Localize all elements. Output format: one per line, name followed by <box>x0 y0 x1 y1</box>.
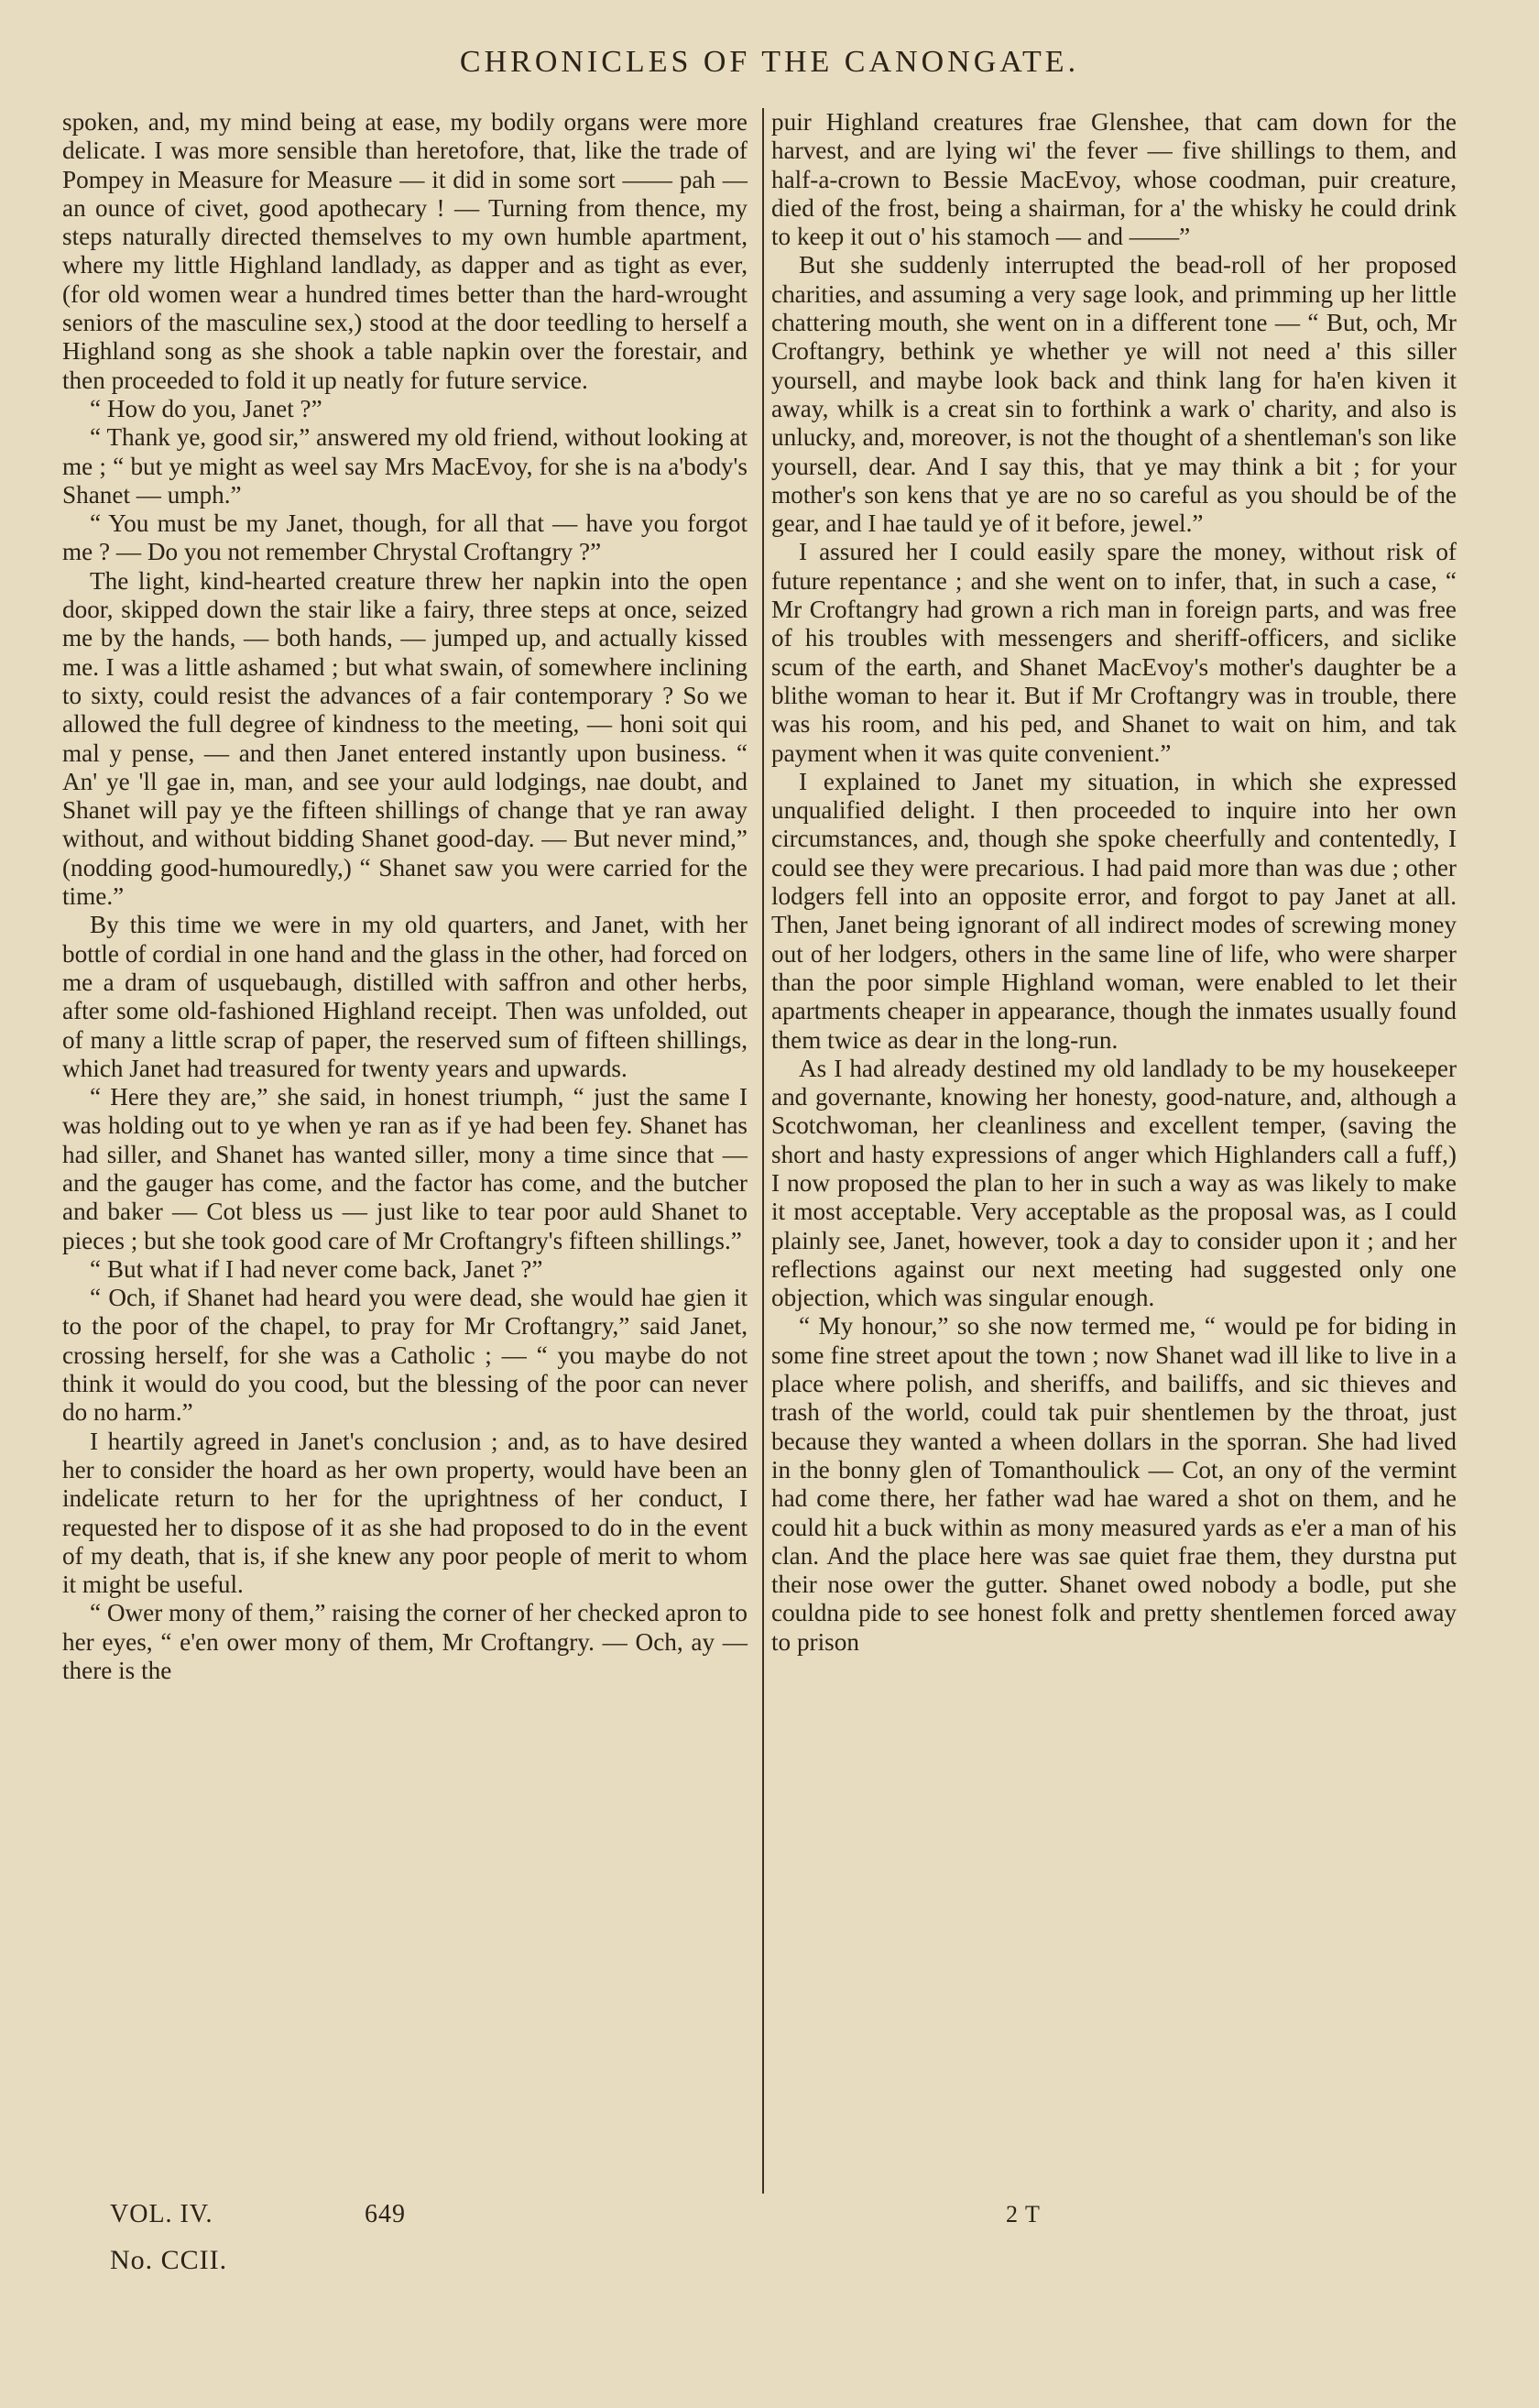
paragraph: “ How do you, Janet ?” <box>90 394 322 422</box>
paragraph: I explained to Janet my situation, in which she expressed unqualified delight. I then proceeded to inquire into her own circumstances, and, though she spoke cheerfully and contentedly, I could see they were precarious. I had paid more than was due ; other lodgers fell into an opposite error, and forgot to pay Janet at all. Then, Janet being ignorant of all indirect modes of screwing money out of her lodgers, others in the same line of life, who were sharper than the poor simple Highland woman, were enabled to let their apartments cheaper in appearance, though the inmates usually found them twice as dear in the long-run. <box>771 767 1457 1054</box>
paragraph: The light, kind-hearted creature threw her napkin into the open door, skipped down the stair like a fairy, three steps at once, seized me by the hands, — both hands, — jumped up, and actually kissed me. I was a little ashamed ; but what swain, of somewhere inclining to sixty, could resist the advances of a fair contemporary ? So we allowed the full degree of kindness to the meeting, — honi soit qui mal y pense, — and then Janet entered instantly upon business. “ An' ye 'll gae in, man, and see your auld lodgings, nae doubt, and Shanet will pay ye the fifteen shillings of change that ye ran away without, and without bidding Shanet good-day. — But never mind,” (nodding good-humouredly,) “ Shanet saw you were carried for the time.” <box>62 566 748 911</box>
paragraph: “ But what if I had never come back, Janet ?” <box>90 1254 543 1283</box>
running-head: CHRONICLES OF THE CANONGATE. <box>459 45 1080 79</box>
paragraph: As I had already destined my old landlady to be my housekeeper and governante, knowing her honesty, good-nature, and, although a Scotchwoman, her cleanliness and excellent temper, (saving the short and hasty expressions of anger which Highlanders call a fuff,) I now proposed the plan to her in such a way as was likely to make it most acceptable. Very acceptable as the proposal was, as I could plainly see, Janet, however, took a day to consider upon it ; and her reflections against our next meeting had suggested only one objection, which was singular enough. <box>771 1054 1457 1312</box>
paragraph: “ Thank ye, good sir,” answered my old friend, without looking at me ; “ but ye might as weel say Mrs MacEvoy, for she is na a'body's Shanet — umph.” <box>62 423 748 509</box>
paragraph: spoken, and, my mind being at ease, my bodily organs were more delicate. I was more sensible than heretofore, that, like the trade of Pompey in Measure for Measure — it did in some sort —— pah — an ounce of civet, good apothecary ! — Turning from thence, my steps naturally directed themselves to my own humble apartment, where my little Highland landlady, as dapper and as tight as ever, (for old women wear a hundred times better than the hard-wrought seniors of the masculine sex,) stood at the door teedling to herself a Highland song as she shook a table napkin over the forestair, and then proceeded to fold it up neatly for future service. <box>62 108 748 394</box>
signature-mark: 2 T <box>1006 2201 1041 2227</box>
paragraph: puir Highland creatures frae Glenshee, that cam down for the harvest, and are lying wi' the fever — five shillings to them, and half-a-crown to Bessie MacEvoy, whose coodman, puir creature, died of the frost, being a shairman, for a' the whisky he could drink to keep it out o' his stamoch — and ——” <box>771 108 1457 251</box>
paragraph: “ Here they are,” she said, in honest triumph, “ just the same I was holding out to ye when ye ran as if ye had been fey. Shanet has had siller, and Shanet has wanted siller, mony a time since that — and the gauger has come, and the factor has come, and the butcher and baker — Cot bless us — just like to tear poor auld Shanet to pieces ; but she took good care of Mr Croftangry's fifteen shillings.” <box>62 1083 748 1254</box>
issue-number: No. CCII. <box>110 2245 228 2275</box>
left-column <box>62 108 764 2194</box>
paragraph: “ You must be my Janet, though, for all that — have you forgot me ? — Do you not remember Chrystal Croftangry ?” <box>62 509 748 566</box>
page-number: 649 <box>365 2200 406 2228</box>
right-column <box>771 108 1457 2194</box>
paragraph: “ Ower mony of them,” raising the corner of her checked apron to her eyes, “ e'en ower mony of them, Mr Croftangry. — Och, ay — there is the <box>62 1599 748 1685</box>
paragraph: “ My honour,” so she now termed me, “ would pe for biding in some fine street apout the town ; now Shanet wad ill like to live in a place where polish, and sheriffs, and bailiffs, and sic thieves and trash of the world, could tak puir shentlemen by the throat, just because they wanted a wheen dollars in the sporran. She had lived in the bonny glen of Tomanthoulick — Cot, an ony of the vermint had come there, her father wad hae wared a shot on them, and he could hit a buck within as mony measured yards as e'er a man of his clan. And the place here was sae quiet frae them, they durstna put their nose ower the gutter. Shanet owed nobody a bodle, put she couldna pide to see honest folk and pretty shentlemen forced away to prison <box>771 1312 1457 1656</box>
volume-label: VOL. IV. <box>110 2200 213 2228</box>
paragraph: By this time we were in my old quarters, and Janet, with her bottle of cordial in one hand and the glass in the other, had forced on me a dram of usquebaugh, distilled with saffron and other herbs, after some old-fashioned Highland receipt. Then was unfolded, out of many a little scrap of paper, the reserved sum of fifteen shillings, which Janet had treasured for twenty years and upwards. <box>62 911 748 1082</box>
paragraph: “ Och, if Shanet had heard you were dead, she would hae gien it to the poor of the chapel, to pray for Mr Croftangry,” said Janet, crossing herself, for she was a Catholic ; — “ you maybe do not think it would do you cood, but the blessing of the poor can never do no harm.” <box>62 1284 748 1427</box>
paragraph: I assured her I could easily spare the money, without risk of future repentance ; and she went on to infer, that, in such a case, “ Mr Croftangry had grown a rich man in foreign parts, and was free of his troubles with messengers and sheriff-officers, and siclike scum of the earth, and Shanet MacEvoy's mother's daughter be a blithe woman to hear it. But if Mr Croftangry was in trouble, there was his room, and his ped, and Shanet to wait on him, and tak payment when it was quite convenient.” <box>771 538 1457 767</box>
paragraph: I heartily agreed in Janet's conclusion ; and, as to have desired her to consider the hoard as her own property, would have been an indelicate return to her for the uprightness of her conduct, I requested her to dispose of it as she had proposed to do in the event of my death, that is, if she knew any poor people of merit to whom it might be useful. <box>62 1427 748 1599</box>
paragraph: But she suddenly interrupted the bead-roll of her proposed charities, and assuming a very sage look, and primming up her little chattering mouth, she went on in a different tone — “ But, och, Mr Croftangry, bethink ye whether ye will not need a' this siller yoursell, and maybe look back and think lang for ha'en kiven it away, whilk is a creat sin to forthink a wark o' charity, and also is unlucky, and, moreover, is not the thought of a shentleman's son like yoursell, dear. And I say this, that ye may think a bit ; for your mother's son kens that ye are no so careful as you should be of the gear, and I hae tauld ye of it before, jewel.” <box>771 251 1457 538</box>
